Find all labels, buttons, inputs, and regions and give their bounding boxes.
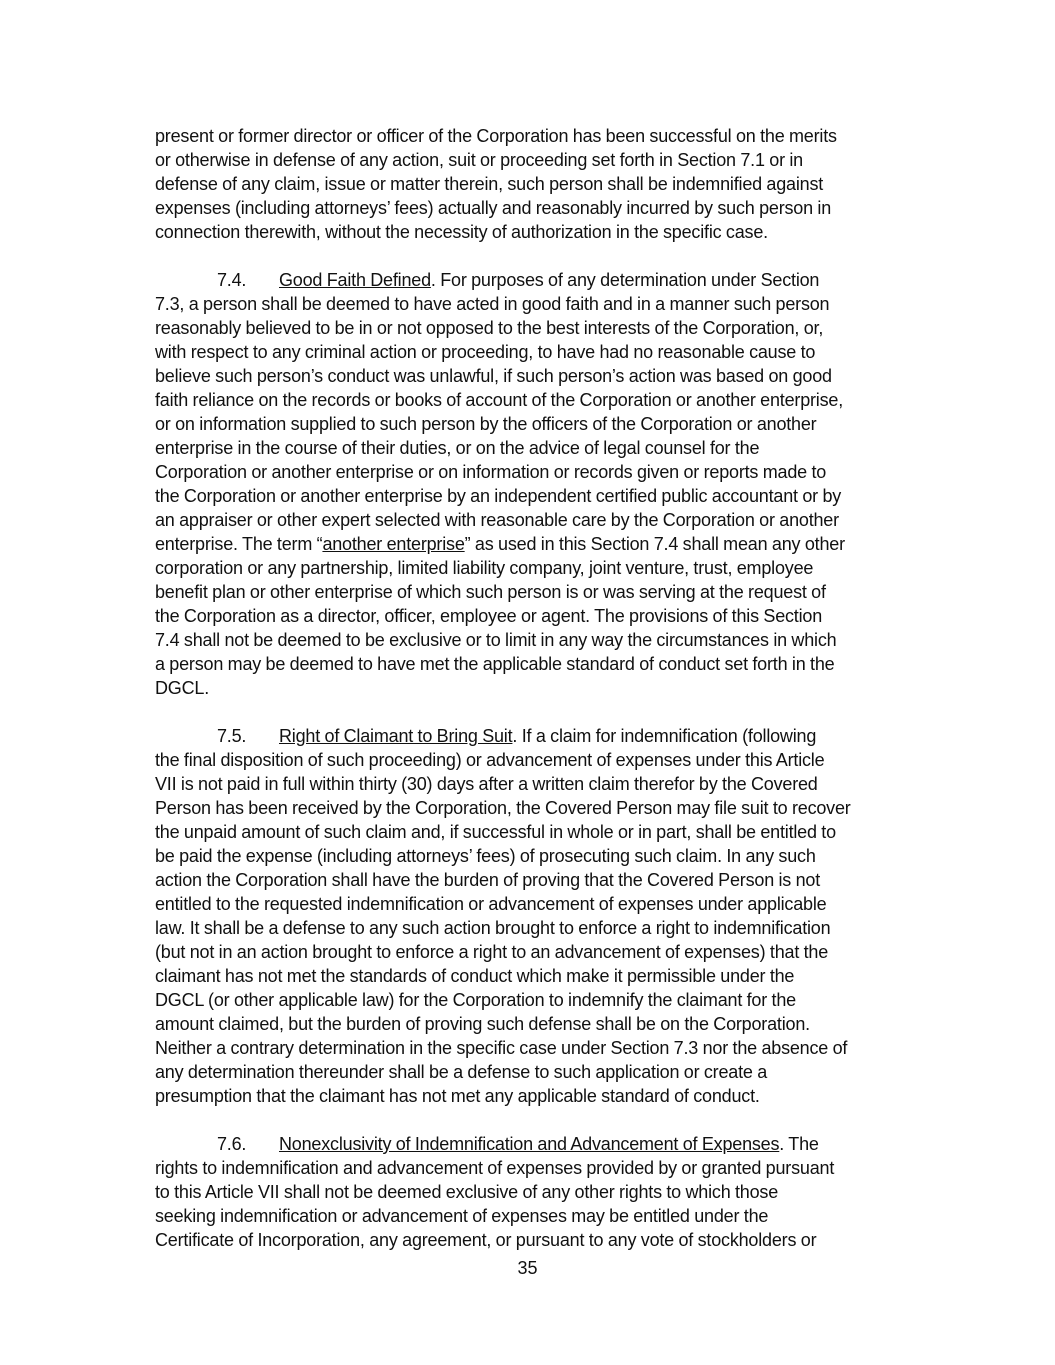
text-line: 7.4 shall not be deemed to be exclusive or to limit in any way the circumstances in which [155,630,837,650]
text-line: amount claimed, but the burden of proving such defense shall be on the Corporation. [155,1014,810,1034]
section-heading: Right of Claimant to Bring Suit [279,726,513,746]
defined-term-line [155,532,915,556]
text-line: Corporation or another enterprise or on information or records given or reports made to [155,462,827,482]
text-line: expenses (including attorneys’ fees) actually and reasonably incurred by such person in [155,198,832,218]
text-line: or otherwise in defense of any action, suit or proceeding set forth in Section 7.1 or in [155,150,803,170]
section-number: 7.4. [217,270,247,290]
text-line: the Corporation or another enterprise by an independent certified public accountant or by [155,486,842,506]
text-line: Neither a contrary determination in the specific case under Section 7.3 nor the absence of [155,1038,848,1058]
text-line: a person may be deemed to have met the applicable standard of conduct set forth in the [155,654,835,674]
text-run: ” as used in this Section 7.4 shall mean any other [464,534,845,554]
text-line: enterprise in the course of their duties, or on the advice of legal counsel for the [155,438,760,458]
text-line: DGCL. [155,678,210,698]
text-line: present or former director or officer of the Corporation has been successful on the merits [155,126,837,146]
text-line: the final disposition of such proceeding) or advancement of expenses under this Article [155,750,825,770]
text-line: law. It shall be a defense to any such action brought to enforce a right to indemnification [155,918,831,938]
text-run: enterprise. The term “ [155,534,323,554]
section-heading: Good Faith Defined [279,270,431,290]
section-text: . For purposes of any determination under Section [430,270,820,290]
text-line: seeking indemnification or advancement of expenses may be entitled under the [155,1206,769,1226]
section-first-line [155,268,915,292]
paragraph-continuation [155,124,915,244]
text-line: benefit plan or other enterprise of which such person is or was serving at the request of [155,582,826,602]
text-line: claimant has not met the standards of conduct which make it permissible under the [155,966,795,986]
section-7-5 [155,724,915,1108]
text-line: entitled to the requested indemnification or advancement of expenses under applicable [155,894,827,914]
text-line: corporation or any partnership, limited liability company, joint venture, trust, employee [155,558,814,578]
section-number: 7.5. [217,726,247,746]
text-line: DGCL (or other applicable law) for the Corporation to indemnify the claimant for the [155,990,796,1010]
text-line: (but not in an action brought to enforce a right to an advancement of expenses) that the [155,942,829,962]
section-heading: Nonexclusivity of Indemnification and Advancement of Expenses [279,1134,780,1154]
section-text: . If a claim for indemnification (following [512,726,817,746]
text-line: defense of any claim, issue or matter therein, such person shall be indemnified against [155,174,824,194]
text-line: 7.3, a person shall be deemed to have acted in good faith and in a manner such person [155,294,830,314]
text-line: action the Corporation shall have the burden of proving that the Covered Person is not [155,870,821,890]
defined-term: another enterprise [322,534,465,554]
body-text [155,124,915,1252]
section-7-4 [155,268,915,700]
section-7-6 [155,1132,915,1252]
text-line: an appraiser or other expert selected with reasonable care by the Corporation or another [155,510,839,530]
section-text: . The [779,1134,819,1154]
text-line: connection therewith, without the necessity of authorization in the specific case. [155,222,768,242]
text-line: with respect to any criminal action or proceeding, to have had no reasonable cause to [155,342,816,362]
text-line: believe such person’s conduct was unlawful, if such person’s action was based on good [155,366,832,386]
section-first-line [155,724,915,748]
text-line: be paid the expense (including attorneys’ fees) of prosecuting such claim. In any such [155,846,816,866]
text-line: the unpaid amount of such claim and, if successful in whole or in part, shall be entitled to [155,822,836,842]
section-number: 7.6. [217,1134,247,1154]
text-line: reasonably believed to be in or not opposed to the best interests of the Corporation, or, [155,318,824,338]
text-line: faith reliance on the records or books of account of the Corporation or another enterprise, [155,390,844,410]
text-line: presumption that the claimant has not met any applicable standard of conduct. [155,1086,760,1106]
section-first-line [155,1132,915,1156]
text-line: VII is not paid in full within thirty (30) days after a written claim therefor by the Covered [155,774,818,794]
text-line: Certificate of Incorporation, any agreement, or pursuant to any vote of stockholders or [155,1230,817,1250]
text-line: Person has been received by the Corporation, the Covered Person may file suit to recover [155,798,851,818]
text-line: or on information supplied to such person by the officers of the Corporation or another [155,414,817,434]
page-number: 35 [517,1258,538,1278]
text-line: any determination thereunder shall be a defense to such application or create a [155,1062,768,1082]
text-line: the Corporation as a director, officer, employee or agent. The provisions of this Section [155,606,823,626]
text-line: to this Article VII shall not be deemed exclusive of any other rights to which those [155,1182,779,1202]
text-line: rights to indemnification and advancement of expenses provided by or granted pursuant [155,1158,835,1178]
